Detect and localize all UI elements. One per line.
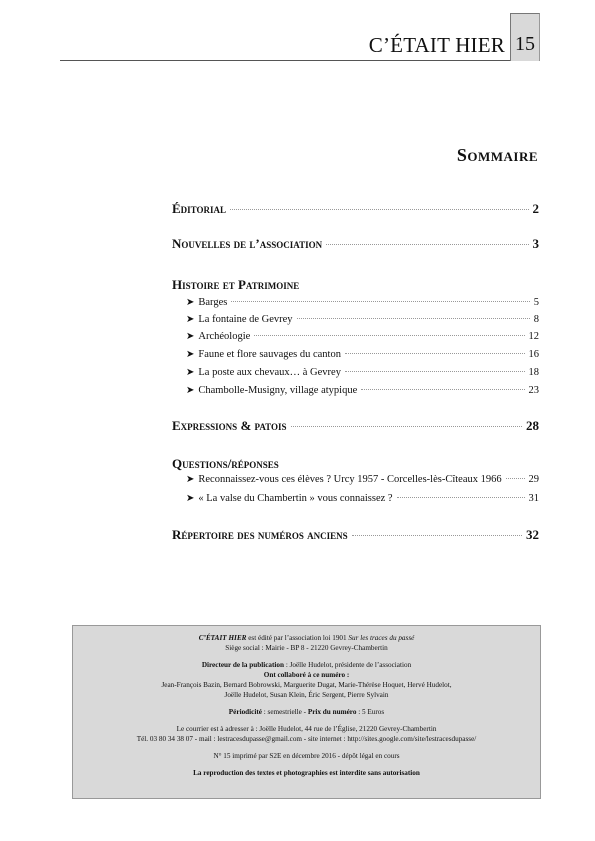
dot-leader: [345, 353, 525, 354]
toc-entry-expressions-patois[interactable]: [172, 418, 539, 434]
header-rule: [60, 60, 510, 61]
toc-entry-label: ➤ La fontaine de Gevrey: [186, 314, 293, 325]
toc-subentry[interactable]: [186, 297, 539, 308]
price-value: : 5 Euros: [358, 708, 385, 716]
dot-leader: [352, 535, 522, 536]
toc-entry-page: 23: [528, 385, 539, 396]
arrow-icon: ➤: [186, 297, 195, 308]
arrow-icon: ➤: [186, 493, 195, 504]
arrow-icon: ➤: [186, 474, 195, 485]
contributors-line: Jean-François Bazin, Bernard Bobrowski, Marguerite Dugat, Marie-Thérèse Hoquet, Hervé Hudelot,: [161, 681, 452, 689]
periodicity-value: : semestrielle -: [263, 708, 307, 716]
toc-subentry[interactable]: [186, 474, 539, 485]
toc-entry-page: 2: [532, 201, 539, 216]
association-name: Sur les traces du passé: [348, 634, 415, 642]
toc-entry-page: 3: [532, 236, 539, 251]
colophon-periodicity: [73, 707, 540, 717]
publisher-text: est édité par l’association loi 1901: [248, 634, 347, 642]
toc-entry-page: 29: [528, 474, 539, 485]
toc-entry-back-issues[interactable]: [172, 527, 539, 543]
toc-entry-label: ➤ La poste aux chevaux… à Gevrey: [186, 367, 341, 378]
toc-entry-page: 32: [526, 527, 539, 542]
colophon-mail: Le courrier est à adresser à : Joëlle Hudelot, 44 rue de l’Église, 21220 Gevrey-Chambertin: [176, 725, 437, 733]
dot-leader: [506, 478, 525, 479]
toc-section-history-heritage: [172, 277, 539, 293]
arrow-icon: ➤: [186, 367, 195, 378]
arrow-icon: ➤: [186, 349, 195, 360]
toc-entry-page: 28: [526, 418, 539, 433]
dot-leader: [397, 497, 525, 498]
colophon-director: [73, 660, 540, 670]
toc-entry-label: Expressions & patois: [172, 418, 287, 433]
toc-entry-label: ➤ Archéologie: [186, 331, 251, 342]
toc-entry-page: 5: [533, 297, 539, 308]
contributors-label: Ont collaboré à ce numéro :: [263, 671, 350, 679]
header-title: C’ÉTAIT HIER: [368, 33, 505, 57]
toc-subentry[interactable]: [186, 331, 539, 342]
arrow-icon: ➤: [186, 385, 195, 396]
toc-entry-editorial[interactable]: [172, 201, 539, 217]
toc-entry-label: Éditorial: [172, 201, 227, 216]
toc-subentry[interactable]: [186, 493, 539, 504]
colophon-rights: La reproduction des textes et photographies est interdite sans autorisation: [193, 769, 420, 777]
page-number-box: [510, 13, 540, 61]
colophon-print: N° 15 imprimé par S2E en décembre 2016 - dépôt légal en cours: [213, 752, 400, 760]
dot-leader: [254, 335, 524, 336]
arrow-icon: ➤: [186, 314, 195, 325]
toc-entry-label: ➤ Reconnaissez-vous ces élèves ? Urcy 1957 - Corcelles-lès-Cîteaux 1966: [186, 474, 502, 485]
toc-subentry[interactable]: [186, 385, 539, 396]
toc-entry-page: 12: [528, 331, 539, 342]
colophon-contact: Tél. 03 80 34 38 07 - mail : lestracesdupasse@gmail.com - site internet : http://sites.google.com/site/lestracesdupasse/: [136, 735, 477, 743]
publication-name: C’ÉTAIT HIER: [198, 634, 247, 642]
dot-leader: [345, 371, 525, 372]
toc-subentry[interactable]: [186, 367, 539, 378]
price-label: Prix du numéro: [307, 708, 357, 716]
director-label: Directeur de la publication: [201, 661, 285, 669]
page-number: 15: [515, 33, 535, 55]
dot-leader: [230, 209, 528, 210]
colophon-publisher: [73, 633, 540, 643]
contributors-line: Joëlle Hudelot, Susan Klein, Éric Sergent, Pierre Sylvain: [224, 691, 389, 699]
toc-entry-page: 16: [528, 349, 539, 360]
toc-entry-page: 8: [533, 314, 539, 325]
toc-entry-page: 18: [528, 367, 539, 378]
toc-entry-label: ➤ Chambolle-Musigny, village atypique: [186, 385, 358, 396]
toc-entry-label: Répertoire des numéros anciens: [172, 527, 348, 542]
toc-section-questions-answers: [172, 456, 539, 472]
dot-leader: [361, 389, 524, 390]
periodicity-label: Périodicité: [228, 708, 262, 716]
toc-entry-label: ➤ « La valse du Chambertin » vous connaissez ?: [186, 493, 393, 504]
toc-entry-label: ➤ Barges: [186, 297, 228, 308]
arrow-icon: ➤: [186, 331, 195, 342]
toc-section-title: Questions/réponses: [172, 456, 279, 471]
dot-leader: [297, 318, 530, 319]
toc-entry-label: ➤ Faune et flore sauvages du canton: [186, 349, 341, 360]
colophon-seat: Siège social : Mairie - BP 8 - 21220 Gevrey-Chambertin: [225, 644, 388, 652]
toc-entry-association-news[interactable]: [172, 236, 539, 252]
toc-section-title: Histoire et Patrimoine: [172, 277, 300, 292]
toc-subentry[interactable]: [186, 314, 539, 325]
toc-heading: Sommaire: [456, 145, 538, 165]
dot-leader: [291, 426, 522, 427]
toc-subentry[interactable]: [186, 349, 539, 360]
director-value: : Joëlle Hudelot, présidente de l’association: [285, 661, 412, 669]
dot-leader: [326, 244, 528, 245]
toc-entry-page: 31: [528, 493, 539, 504]
dot-leader: [231, 301, 529, 302]
colophon-box: [72, 625, 541, 799]
toc-entry-label: Nouvelles de l’association: [172, 236, 323, 251]
